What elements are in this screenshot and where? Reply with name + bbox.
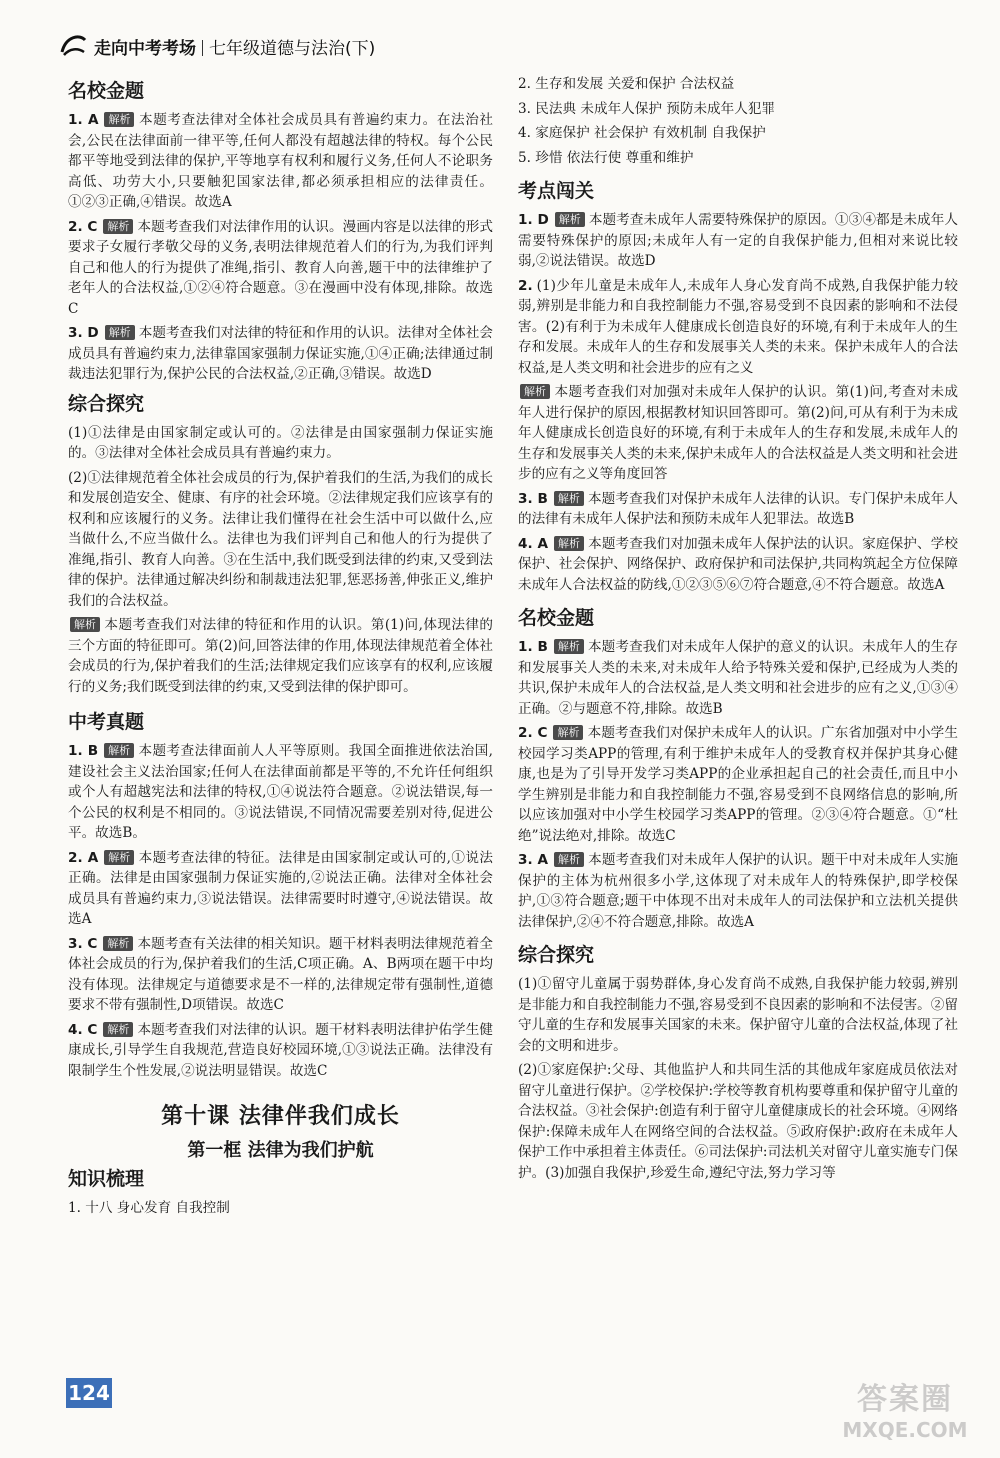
answer-number: 3. C xyxy=(68,935,98,952)
analysis-tag: 解析 xyxy=(103,219,133,234)
section-title: 知识梳理 xyxy=(68,1168,145,1190)
answer-number: 4. C xyxy=(68,1021,98,1038)
answer-text: 本题考查法律对全体社会成员具有普遍约束力。在法治社会,公民在法律面前一律平等,任何人都没有超越法律的特权。每个公民都平等地受到法律的保护,平等地享有权利和履行义务,任何人不论职务高低、功劳大小,只要触犯国家法律,都必须承担相应的法律责任。①②③正确,④错误。故选A xyxy=(68,112,493,210)
analysis-tag: 解析 xyxy=(104,112,134,127)
analysis-tag: 解析 xyxy=(554,639,584,654)
question-answer xyxy=(518,489,958,530)
answer-number: 3. D xyxy=(68,325,99,341)
answer-number: 1. A xyxy=(68,112,99,128)
answer-number: 1. D xyxy=(518,212,549,228)
question-answer xyxy=(68,848,493,930)
section-title: 综合探究 xyxy=(518,944,595,966)
answer-text: 本题考查我们对保护未成年人法律的认识。专门保护未成年人的法律有未成年人保护法和预防未成年人犯罪法。故选B xyxy=(518,490,959,527)
analysis-tag: 解析 xyxy=(555,212,585,227)
analysis-tag: 解析 xyxy=(70,617,100,632)
answer-paragraph: (1)①留守儿童属于弱势群体,身心发育尚不成熟,自我保护能力较弱,辨别是非能力和自我控制能力不强,容易受到不良因素的影响和不法侵害。②留守儿童的生存和发展事关国家的未来。保护留守儿童的合法权益,体现了社会的文明和进步。 xyxy=(518,976,958,1054)
list-item: 4. 家庭保护 社会保护 有效机制 自我保护 xyxy=(518,125,766,141)
analysis-tag: 解析 xyxy=(105,325,135,340)
list-item: 3. 民法典 未成年人保护 预防未成年人犯罪 xyxy=(518,100,776,117)
book-title: 走向中考考场 xyxy=(94,39,196,59)
analysis-tag: 解析 xyxy=(104,743,134,758)
answer-number: 2. A xyxy=(68,849,99,866)
answer-text: 本题考查未成年人需要特殊保护的原因。①③④都是未成年人需要特殊保护的原因;未成年人有一定的自我保护能力,但相对来说比较弱,②说法错误。故选D xyxy=(518,212,959,269)
answer-text: 本题考查我们对加强对未成年人保护的认识。第(1)问,考查对未成年人进行保护的原因,根据教材知识回答即可。第(2)问,可从有利于为未成年人健康成长创造良好的环境,有利于未成年人的生存和发展,未成年人的生存和发展事关人类的未来,保护未成年人的合法权益是人类文明和社会进步的应有之义等角度回答 xyxy=(518,384,958,482)
right-column xyxy=(518,74,958,1187)
answer-text: (1)少年儿童是未成年人,未成年人身心发育尚不成熟,自我保护能力较弱,辨别是非能力和自我控制能力不强,容易受到不良因素的影响和不法侵害。(2)有利于为未成年人健康成长创造良好的环境,有利于未成年人的生存和发展。未成年人的生存和发展事关人类的未来。保护未成年人的合法权益,是人类文明和社会进步的应有之义 xyxy=(518,277,958,376)
answer-text: 本题考查法律的特征。法律是由国家制定或认可的,①说法正确。法律是由国家强制力保证实施的,②说法正确。法律对全体社会成员具有普遍约束力,③说法错误。法律需要时时遵守,④说法错误。故选A xyxy=(68,849,493,927)
answer-number: 2. C xyxy=(518,725,548,741)
answer-number: 2. C xyxy=(68,218,98,235)
book-logo-icon xyxy=(58,30,88,60)
answer-number: 2. xyxy=(518,277,533,294)
question-answer xyxy=(68,1020,493,1082)
section-title: 名校金题 xyxy=(68,80,145,102)
book-subtitle: 七年级道德与法治(下) xyxy=(209,39,376,59)
question-answer xyxy=(518,850,958,932)
list-item: 1. 十八 身心发育 自我控制 xyxy=(68,1200,230,1216)
question-answer xyxy=(518,210,958,272)
section-title: 名校金题 xyxy=(518,607,595,629)
question-answer xyxy=(518,637,958,719)
section-title: 中考真题 xyxy=(68,711,145,733)
analysis-tag: 解析 xyxy=(103,1022,133,1037)
answer-text: 本题考查我们对未成年人保护的意义的认识。未成年人的生存和发展事关人类的未来,对未成年人给予特殊关爱和保护,已经成为人类的共识,保护未成年人的合法权益,是人类文明和社会进步的应有之义,①③④正确。②与题意不符,排除。故选B xyxy=(518,639,959,717)
frame-title: 第一框 法律为我们护航 xyxy=(187,1140,374,1161)
analysis-paragraph xyxy=(68,615,493,697)
analysis-tag: 解析 xyxy=(104,850,134,865)
question-answer xyxy=(518,382,958,485)
answer-number: 1. B xyxy=(68,743,99,759)
analysis-tag: 解析 xyxy=(520,384,550,399)
answer-text: 本题考查我们对法律的认识。题干材料表明法律护佑学生健康成长,引导学生自我规范,营造良好校园环境,①③说法正确。法律没有限制学生个性发展,②说法明显错误。故选C xyxy=(68,1021,493,1079)
left-column xyxy=(68,74,493,1223)
analysis-tag: 解析 xyxy=(103,936,133,951)
watermark-text: 答案圈 xyxy=(857,1382,953,1417)
page-number: 124 xyxy=(66,1378,112,1408)
section-title: 综合探究 xyxy=(68,392,145,415)
question-answer xyxy=(68,110,493,213)
watermark-logo xyxy=(820,1382,990,1452)
answer-number: 1. B xyxy=(518,639,548,655)
question-answer xyxy=(518,723,958,846)
analysis-tag: 解析 xyxy=(554,536,584,551)
answer-number: 3. B xyxy=(518,490,548,507)
list-item: 5. 珍惜 依法行使 尊重和维护 xyxy=(518,149,694,166)
question-answer xyxy=(68,934,493,1016)
question-answer xyxy=(518,534,958,596)
answer-text: 本题考查我们对加强未成年人保护法的认识。家庭保护、学校保护、社会保护、网络保护、政府保护和司法保护,共同构筑起全方位保障未成年人合法权益的防线,①②③⑤⑥⑦符合题意,④不符合题意。故选A xyxy=(518,535,958,593)
page-header xyxy=(52,28,952,62)
analysis-tag: 解析 xyxy=(553,725,583,740)
question-answer xyxy=(518,276,958,379)
watermark-url: MXQE.COM xyxy=(842,1418,968,1442)
answer-text: 本题考查法律面前人人平等原则。我国全面推进依法治国,建设社会主义法治国家;任何人在法律面前都是平等的,不允许任何组织或个人有超越宪法和法律的特权,①④说法符合题意。②说法错误,每一个公民的权利是不相同的。③说法错误,不同情况需要差别对待,促进公平。故选B。 xyxy=(68,743,494,841)
answer-text: 本题考查有关法律的相关知识。题干材料表明法律规范着全体社会成员的行为,保护着我们的生活,C项正确。A、B两项在题干中均没有体现。法律规定与道德要求是不一样的,法律规定带有强制性,道德要求不带有强制性,D项错误。故选C xyxy=(68,935,493,1013)
analysis-text: 本题考查我们对法律的特征和作用的认识。第(1)问,体现法律的三个方面的特征即可。第(2)问,回答法律的作用,体现法律规范着全体社会成员的行为,保护着我们的生活;法律规定我们应该享有的权利,应该履行的义务;我们既受到法律的约束,又受到法律的保护即可。 xyxy=(68,617,493,695)
question-answer xyxy=(68,323,493,385)
list-item: 2. 生存和发展 关爱和保护 合法权益 xyxy=(518,76,735,92)
section-title: 考点闯关 xyxy=(518,180,595,202)
answer-number: 4. A xyxy=(518,535,548,552)
lesson-title: 第十课 法律伴我们成长 xyxy=(161,1104,400,1129)
answer-text: 本题考查我们对保护未成年人的认识。广东省加强对中小学生校园学习类APP的管理,有利于维护未成年人的受教育权并保护其身心健康,也是为了引导开发学习类APP的企业承担起自己的社会责任,而且中小学生辨别是非能力和自我控制能力不强,容易受到不良网络信息的影响,所以应该加强对中小学生校园学习类APP的管理。②③④符合题意。①“杜绝”说法绝对,排除。故选C xyxy=(518,725,958,844)
answer-number: 3. A xyxy=(518,852,548,868)
analysis-tag: 解析 xyxy=(554,852,584,867)
question-answer xyxy=(68,217,493,320)
analysis-tag: 解析 xyxy=(554,491,584,506)
answer-text: 本题考查我们对法律作用的认识。漫画内容是以法律的形式要求子女履行孝敬父母的义务,表明法律规范着人们的行为,为我们评判自己和他人的行为提供了准绳,指引、教育人向善,题干中的法律维护了老年人的合法权益,①②④符合题意。③在漫画中没有体现,排除。故选C xyxy=(68,218,493,317)
answer-paragraph: (2)①法律规范着全体社会成员的行为,保护着我们的生活,为我们的成长和发展创造安全、健康、有序的社会环境。②法律规定我们应该享有的权利和应该履行的义务。法律让我们懂得在社会生活中可以做什么,应当做什么,不应当做什么。法律也为我们评判自己和他人的行为提供了准绳,指引、教育人向善。③在生活中,我们既受到法律的约束,又受到法律的保护。法律通过解决纠纷和制裁违法犯罪,惩恶扬善,伸张正义,维护我们的合法权益。 xyxy=(68,469,493,609)
answer-text: 本题考查我们对法律的特征和作用的认识。法律对全体社会成员具有普遍约束力,法律靠国家强制力保证实施,①④正确;法律通过制裁违法犯罪行为,保护公民的合法权益,②正确,③错误。故选D xyxy=(68,325,494,382)
question-answer xyxy=(68,741,493,844)
answer-paragraph: (1)①法律是由国家制定或认可的。②法律是由国家强制力保证实施的。③法律对全体社会成员具有普遍约束力。 xyxy=(68,424,493,461)
answer-text: 本题考查我们对未成年人保护的认识。题干中对未成年人实施保护的主体为杭州很多小学,这体现了对未成年人的特殊保护,即学校保护,①③符合题意;题干中体现不出对未成年人的司法保护和立法机关提供法律保护,②④不符合题意,排除。故选A xyxy=(518,852,958,930)
answer-paragraph: (2)①家庭保护:父母、其他监护人和共同生活的其他成年家庭成员依法对留守儿童进行保护。②学校保护:学校等教育机构要尊重和保护留守儿童的合法权益。③社会保护:创造有利于留守儿童健康成长的社会环境。④网络保护:保障未成年人在网络空间的合法权益。⑤政府保护:政府在未成年人保护工作中承担着主体责任。⑥司法保护:司法机关对留守儿童实施专门保护。(3)加强自我保护,珍爱生命,遵纪守法,努力学习等 xyxy=(518,1062,958,1181)
